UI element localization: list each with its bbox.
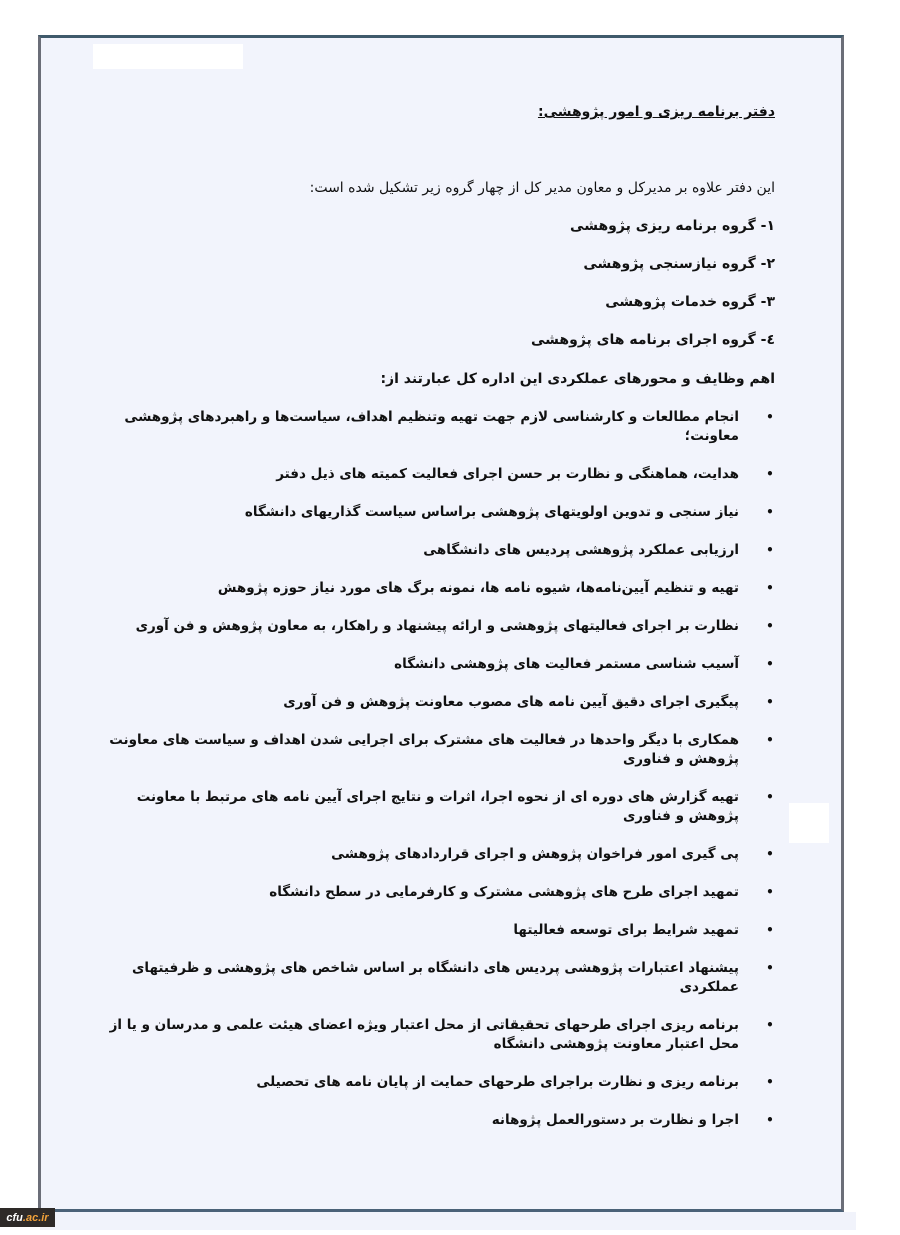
duty-item <box>105 541 775 560</box>
bullet-icon: • <box>766 505 774 519</box>
duty-item <box>105 503 775 522</box>
duty-item <box>105 655 775 674</box>
document-content <box>41 38 841 1209</box>
duty-text: تهیه و تنظیم آیین‌نامه‌ها، شیوه نامه ها، نمونه برگ های مورد نیاز حوزه پژوهش <box>217 580 739 596</box>
duty-item <box>105 408 775 446</box>
duty-item <box>105 579 775 598</box>
bullet-icon: • <box>766 467 774 481</box>
duty-text: پیشنهاد اعتبارات پژوهشی پردیس های دانشگاه بر اساس شاخص های پژوهشی و ظرفیتهای عملکردی <box>132 960 739 995</box>
bullet-icon: • <box>766 923 774 937</box>
duty-text: برنامه ریزی اجرای طرحهای تحقیقاتی از محل اعتبار ویژه اعضای هیئت علمی و مدرسان و یا از محل اعتبار معاونت پژوهشی دانشگاه <box>109 1017 739 1052</box>
duty-item <box>105 883 775 902</box>
duty-text: هدایت، هماهنگی و نظارت بر حسن اجرای فعالیت کمیته های ذیل دفتر <box>276 466 739 482</box>
bullet-icon: • <box>766 410 774 424</box>
bullet-icon: • <box>766 1018 774 1032</box>
duty-item <box>105 788 775 826</box>
bullet-icon: • <box>766 847 774 861</box>
duties-list <box>105 408 775 1149</box>
duty-text: نیاز سنجی و تدوین اولویتهای پژوهشی براساس سیاست گذاریهای دانشگاه <box>244 504 739 520</box>
duty-item <box>105 1111 775 1130</box>
duty-item <box>105 1073 775 1092</box>
duty-text: تمهید شرایط برای توسعه فعالیتها <box>513 922 739 938</box>
group-item: ۲- گروه نیازسنجی پژوهشی <box>583 256 775 272</box>
group-item: ۳- گروه خدمات پژوهشی <box>605 294 775 310</box>
duty-text: همکاری با دیگر واحدها در فعالیت های مشترک برای اجرایی شدن اهداف و سیاست های معاونت پژوهش و فناوری <box>109 732 739 767</box>
bullet-icon: • <box>766 885 774 899</box>
duty-item <box>105 1016 775 1054</box>
duty-item <box>105 731 775 769</box>
bullet-icon: • <box>766 657 774 671</box>
duty-item <box>105 959 775 997</box>
scan-margin-strip <box>40 1212 856 1230</box>
bullet-icon: • <box>766 695 774 709</box>
bullet-icon: • <box>766 619 774 633</box>
page-title: دفتر برنامه ریزی و امور پژوهشی: <box>537 104 775 120</box>
duty-text: تهیه گزارش های دوره ای از نحوه اجرا، اثرات و نتایج اجرای آیین نامه های مرتبط با معاونت پژوهش و فناوری <box>136 789 739 824</box>
duty-text: تمهید اجرای طرح های پژوهشی مشترک و کارفرمایی در سطح دانشگاه <box>269 884 739 900</box>
duty-text: آسیب شناسی مستمر فعالیت های پژوهشی دانشگاه <box>394 656 739 672</box>
duty-item <box>105 921 775 940</box>
group-item: ٤- گروه اجرای برنامه های پژوهشی <box>531 332 775 348</box>
duty-item <box>105 845 775 864</box>
watermark-name: cfu <box>6 1211 23 1224</box>
duty-text: برنامه ریزی و نظارت براجرای طرحهای حمایت از پایان نامه های تحصیلی <box>256 1074 739 1090</box>
bullet-icon: • <box>766 581 774 595</box>
duty-item <box>105 465 775 484</box>
document-page <box>38 35 844 1212</box>
duty-text: پیگیری اجرای دقیق آیین نامه های مصوب معاونت پژوهش و فن آوری <box>283 694 739 710</box>
intro-paragraph: این دفتر علاوه بر مدیرکل و معاون مدیر کل از چهار گروه زیر تشکیل شده است: <box>309 180 775 196</box>
duty-text: پی گیری امور فراخوان پژوهش و اجرای قراردادهای پژوهشی <box>331 846 739 862</box>
bullet-icon: • <box>766 543 774 557</box>
bullet-icon: • <box>766 733 774 747</box>
duty-item <box>105 617 775 636</box>
duty-text: نظارت بر اجرای فعالیتهای پژوهشی و ارائه پیشنهاد و راهکار، به معاون پژوهش و فن آوری <box>135 618 739 634</box>
bullet-icon: • <box>766 961 774 975</box>
bullet-icon: • <box>766 1113 774 1127</box>
watermark-domain: .ac.ir <box>22 1211 49 1224</box>
bullet-icon: • <box>766 790 774 804</box>
duty-item <box>105 693 775 712</box>
bullet-icon: • <box>766 1075 774 1089</box>
duty-text: ارزیابی عملکرد پژوهشی پردیس های دانشگاهی <box>423 542 739 558</box>
group-item: ۱- گروه برنامه ریزی پژوهشی <box>570 218 775 234</box>
duty-text: اجرا و نظارت بر دستورالعمل پژوهانه <box>491 1112 739 1128</box>
duty-text: انجام مطالعات و کارشناسی لازم جهت تهیه وتنظیم اهداف، سیاست‌ها و راهبردهای پژوهشی معاونت؛ <box>124 409 739 444</box>
site-watermark-badge <box>0 1208 55 1227</box>
duties-heading: اهم وظایف و محورهای عملکردی این اداره کل عبارتند از: <box>380 371 775 387</box>
